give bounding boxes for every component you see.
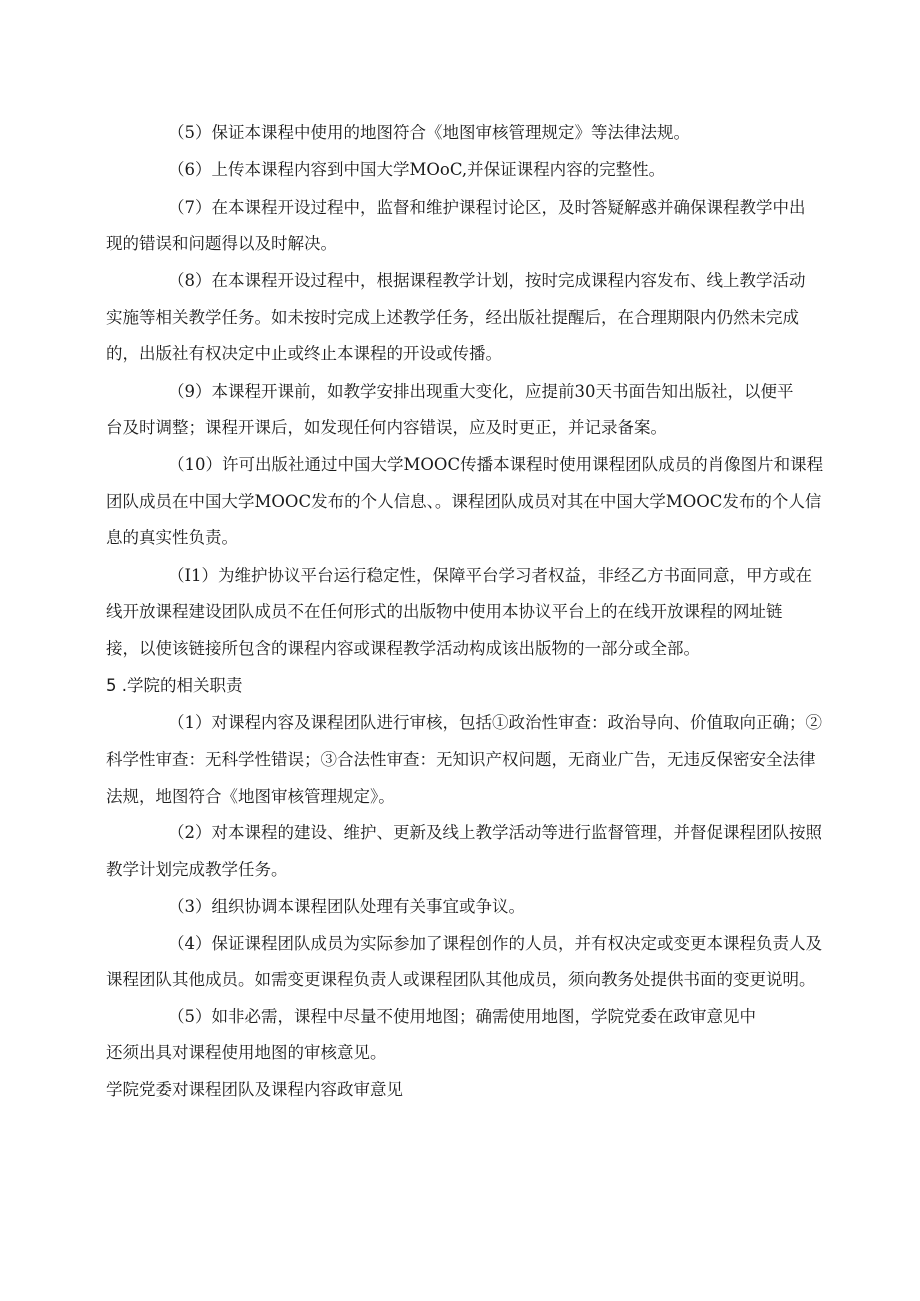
text-line: 法规，地图符合《地图审核管理规定》。 [106,787,395,806]
text-line: 台及时调整；课程开课后，如发现任何内容错误，应及时更正，并记录备案。 [106,418,667,437]
text-line: （10）许可出版社通过中国大学MOOC传播本课程时使用课程团队成员的肖像图片和课程 [168,455,824,474]
text-line: （9）本课程开课前，如教学安排出现重大变化，应提前30天书面告知出版社，以便平 [168,382,794,401]
text-line: （5）保证本课程中使用的地图符合《地图审核管理规定》等法律法规。 [168,123,690,142]
text-line: 团队成员在中国大学MOOC发布的个人信息、。课程团队成员对其在中国大学MOOC发布的个人信 [106,492,822,511]
text-line: （3）组织协调本课程团队处理有关事宜或争议。 [168,897,525,916]
text-line: （5）如非必需，课程中尽量不使用地图；确需使用地图，学院党委在政审意见中 [168,1007,756,1026]
text-line: （I1）为维护协议平台运行稳定性，保障平台学习者权益，非经乙方书面同意，甲方或在 [168,566,813,585]
text-line: 息的真实性负责。 [106,528,238,547]
text-line: （6）上传本课程内容到中国大学MOoC,并保证课程内容的完整性。 [168,160,666,179]
text-line: 实施等相关教学任务。如未按时完成上述教学任务，经出版社提醒后，在合理期限内仍然未完成 [106,308,799,327]
text-line: 科学性审查：无科学性错误；③合法性审查：无知识产权问题，无商业广告，无违反保密安全法律 [106,750,816,769]
text-line: 的，出版社有权决定中止或终止本课程的开设或传播。 [106,344,502,363]
text-line: 接，以使该链接所包含的课程内容或课程教学活动构成该出版物的一部分或全部。 [106,639,700,658]
text-line: （2）对本课程的建设、维护、更新及线上教学活动等进行监督管理，并督促课程团队按照 [168,823,822,842]
text-line: 现的错误和问题得以及时解决。 [106,234,337,253]
text-line: （8）在本课程开设过程中，根据课程教学计划，按时完成课程内容发布、线上教学活动 [168,271,806,290]
text-line: 教学计划完成教学任务。 [106,860,288,879]
section-heading: 5 .学院的相关职责 [106,676,243,695]
text-line: （7）在本课程开设过程中，监督和维护课程讨论区，及时答疑解惑并确保课程教学中出 [168,198,806,217]
text-line: 还须出具对课程使用地图的审核意见。 [106,1043,387,1062]
section-heading: 学院党委对课程团队及课程内容政审意见 [106,1080,403,1099]
text-line: （1）对课程内容及课程团队进行审核，包括①政治性审查：政治导向、价值取向正确；② [168,713,822,732]
text-line: 课程团队其他成员。如需变更课程负责人或课程团队其他成员，须向教务处提供书面的变更说明。 [106,970,816,989]
text-line: 线开放课程建设团队成员不在任何形式的出版物中使用本协议平台上的在线开放课程的网址链 [106,602,783,621]
text-line: （4）保证课程团队成员为实际参加了课程创作的人员，并有权决定或变更本课程负责人及 [168,934,822,953]
